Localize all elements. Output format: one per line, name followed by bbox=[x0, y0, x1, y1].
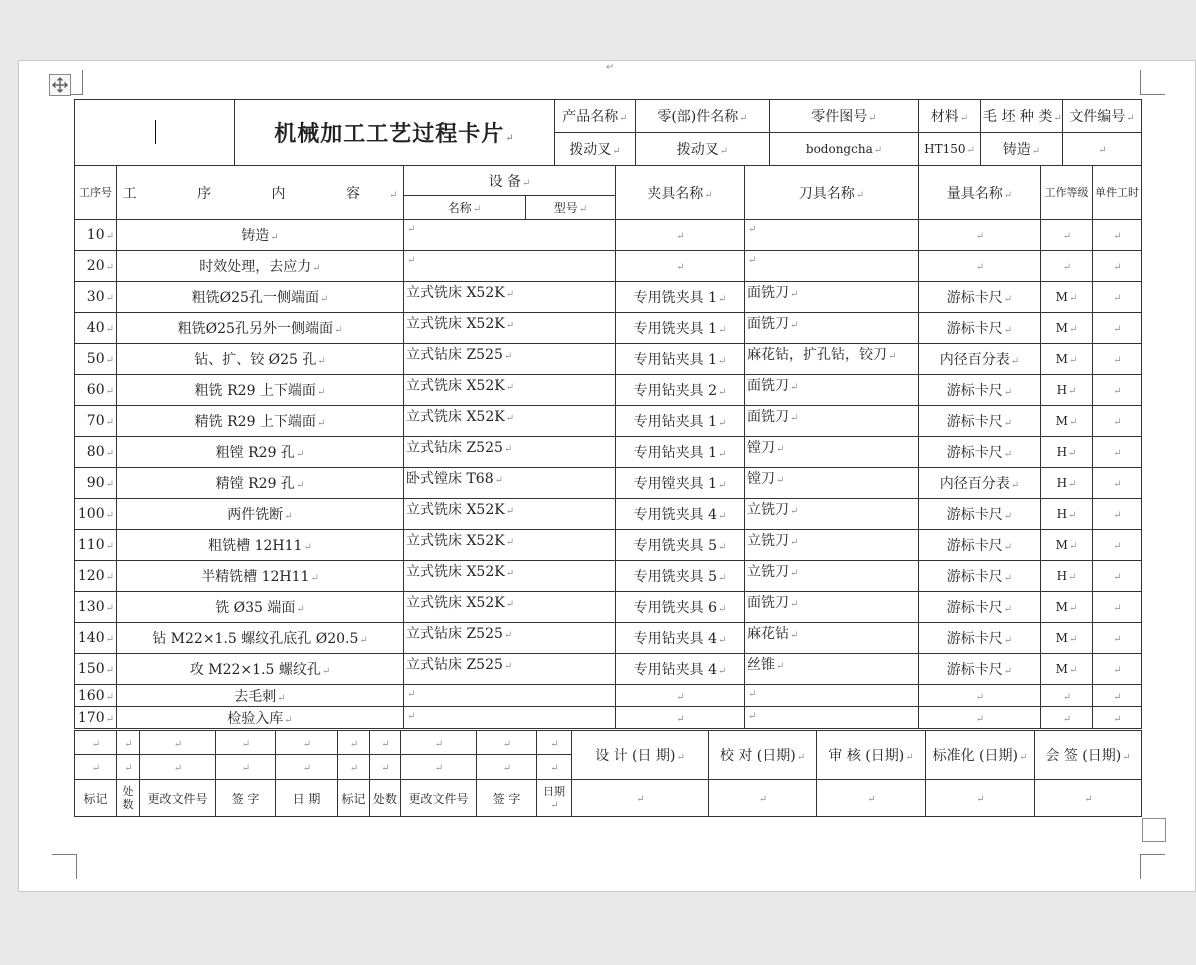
drawing-no-label: 零件图号 ↵ bbox=[770, 100, 919, 133]
op-grade-cell[interactable] bbox=[1041, 251, 1093, 282]
op-fixture-cell[interactable] bbox=[616, 220, 745, 251]
op-tool-cell[interactable]: 镗刀 ↵ bbox=[745, 468, 919, 499]
op-fixture-cell[interactable]: 专用钻夹具 4 ↵ bbox=[616, 654, 745, 685]
col-tool: 刀具名称 ↵ bbox=[745, 166, 919, 220]
op-fixture-cell[interactable]: 专用钻夹具 2 ↵ bbox=[616, 375, 745, 406]
change-cell[interactable] bbox=[276, 731, 338, 755]
op-time-cell[interactable] bbox=[1093, 282, 1142, 313]
op-gauge-cell[interactable]: 游标卡尺 ↵ bbox=[919, 561, 1041, 592]
op-tool-cell[interactable]: 丝锥 ↵ bbox=[745, 654, 919, 685]
table-row bbox=[75, 220, 1142, 251]
table-row bbox=[75, 654, 1142, 685]
col-equip-model: 型号 ↵ bbox=[526, 196, 616, 220]
op-content-cell[interactable]: 粗镗 R29 孔 ↵ bbox=[117, 437, 404, 468]
doc-no-label: 文件编号 ↵ bbox=[1063, 100, 1142, 133]
footer-label-sign-2: 签 字 bbox=[477, 780, 537, 817]
table-row bbox=[75, 406, 1142, 437]
table-row bbox=[75, 561, 1142, 592]
op-time-cell[interactable] bbox=[1093, 561, 1142, 592]
op-gauge-cell[interactable]: 游标卡尺 ↵ bbox=[919, 530, 1041, 561]
op-tool-cell[interactable]: 面铣刀 ↵ bbox=[745, 282, 919, 313]
drawing-no-value[interactable]: bodongcha ↵ bbox=[770, 133, 919, 166]
col-op-no: 工序号 bbox=[75, 166, 117, 220]
op-gauge-cell[interactable] bbox=[919, 685, 1041, 707]
col-gauge: 量具名称 ↵ bbox=[919, 166, 1041, 220]
op-tool-cell[interactable]: 面铣刀 ↵ bbox=[745, 375, 919, 406]
approval-check-value[interactable] bbox=[709, 780, 817, 817]
op-tool-cell[interactable] bbox=[745, 251, 919, 282]
change-cell[interactable] bbox=[276, 755, 338, 780]
op-no-cell[interactable]: 130 ↵ bbox=[75, 592, 117, 623]
footer-label-date: 日 期 bbox=[276, 780, 338, 817]
change-cell[interactable] bbox=[216, 755, 276, 780]
op-grade-cell[interactable] bbox=[1041, 220, 1093, 251]
op-tool-cell[interactable]: 面铣刀 ↵ bbox=[745, 406, 919, 437]
op-fixture-cell[interactable]: 专用钻夹具 1 ↵ bbox=[616, 406, 745, 437]
footer-label-date-2: 日期 ↵ bbox=[537, 780, 572, 817]
op-no-cell[interactable]: 70 ↵ bbox=[75, 406, 117, 437]
op-fixture-cell[interactable]: 专用铣夹具 5 ↵ bbox=[616, 561, 745, 592]
table-row bbox=[75, 251, 1142, 282]
footer-label-mark: 标记 bbox=[75, 780, 117, 817]
col-op-content-label: 工 序 内 容 bbox=[122, 185, 388, 202]
material-label: 材料 ↵ bbox=[919, 100, 981, 133]
footer-label-count: 处数 bbox=[117, 780, 140, 817]
op-tool-cell[interactable]: 立铣刀 ↵ bbox=[745, 530, 919, 561]
approval-standard-label: 标准化 (日期) ↵ bbox=[926, 731, 1035, 780]
op-content-cell[interactable]: 粗铣槽 12H11 ↵ bbox=[117, 530, 404, 561]
op-no-cell[interactable]: 60 ↵ bbox=[75, 375, 117, 406]
col-equipment: 设 备 ↵ bbox=[404, 166, 616, 196]
op-equipment-cell[interactable]: 立式铣床 X52K ↵ bbox=[404, 375, 616, 406]
op-content-cell[interactable]: 时效处理，去应力 ↵ bbox=[117, 251, 404, 282]
op-fixture-cell[interactable]: 专用钻夹具 1 ↵ bbox=[616, 344, 745, 375]
op-no-cell[interactable]: 140 ↵ bbox=[75, 623, 117, 654]
op-content-cell[interactable]: 铸造 ↵ bbox=[117, 220, 404, 251]
op-fixture-cell[interactable] bbox=[616, 251, 745, 282]
op-grade-cell[interactable]: M ↵ bbox=[1041, 406, 1093, 437]
footer-label-mark-2: 标记 bbox=[338, 780, 370, 817]
op-time-cell[interactable] bbox=[1093, 654, 1142, 685]
op-gauge-cell[interactable]: 内径百分表 ↵ bbox=[919, 468, 1041, 499]
crop-mark-bottom-right bbox=[1140, 854, 1165, 879]
op-no-cell[interactable]: 160 ↵ bbox=[75, 685, 117, 707]
approval-design-label: 设 计 (日 期) ↵ bbox=[572, 731, 709, 780]
approval-review-label: 审 核 (日期) ↵ bbox=[817, 731, 926, 780]
op-no-cell[interactable]: 150 ↵ bbox=[75, 654, 117, 685]
op-equipment-cell[interactable] bbox=[404, 220, 616, 251]
op-gauge-cell[interactable] bbox=[919, 251, 1041, 282]
op-content-cell[interactable]: 铣 Ø35 端面 ↵ bbox=[117, 592, 404, 623]
op-grade-cell[interactable]: H ↵ bbox=[1041, 375, 1093, 406]
table-row bbox=[75, 707, 1142, 729]
op-equipment-cell[interactable]: 立式铣床 X52K ↵ bbox=[404, 313, 616, 344]
change-cell[interactable] bbox=[370, 755, 401, 780]
table-row bbox=[75, 592, 1142, 623]
op-equipment-cell[interactable]: 立式钻床 Z525 ↵ bbox=[404, 623, 616, 654]
op-content-cell[interactable]: 检验入库 ↵ bbox=[117, 707, 404, 729]
paragraph-mark-icon: ↵ bbox=[606, 62, 615, 73]
op-equipment-cell[interactable]: 立式钻床 Z525 ↵ bbox=[404, 344, 616, 375]
table-row bbox=[75, 437, 1142, 468]
op-time-cell[interactable] bbox=[1093, 344, 1142, 375]
table-move-handle-icon[interactable] bbox=[49, 74, 71, 96]
table-row bbox=[75, 530, 1142, 561]
op-equipment-cell[interactable]: 立式钻床 Z525 ↵ bbox=[404, 437, 616, 468]
approval-standard-value[interactable] bbox=[926, 780, 1035, 817]
col-grade: 工作等级 bbox=[1041, 166, 1093, 220]
op-equipment-cell[interactable] bbox=[404, 707, 616, 729]
op-gauge-cell[interactable] bbox=[919, 707, 1041, 729]
change-cell[interactable] bbox=[140, 755, 216, 780]
blank-type-label: 毛 坯 种 类 ↵ bbox=[981, 100, 1063, 133]
operations-body bbox=[75, 220, 1142, 729]
op-no-cell[interactable]: 100 ↵ bbox=[75, 499, 117, 530]
col-unit-time: 单件工时 bbox=[1093, 166, 1142, 220]
op-time-cell[interactable] bbox=[1093, 707, 1142, 729]
op-tool-cell[interactable]: 镗刀 ↵ bbox=[745, 437, 919, 468]
change-cell[interactable] bbox=[537, 731, 572, 755]
change-cell[interactable] bbox=[338, 731, 370, 755]
op-gauge-cell[interactable]: 游标卡尺 ↵ bbox=[919, 654, 1041, 685]
op-tool-cell[interactable]: 麻花钻，扩孔钻，铰刀 ↵ bbox=[745, 344, 919, 375]
op-tool-cell[interactable]: 面铣刀 ↵ bbox=[745, 313, 919, 344]
change-cell[interactable] bbox=[401, 755, 477, 780]
op-content-cell[interactable]: 去毛刺 ↵ bbox=[117, 685, 404, 707]
op-time-cell[interactable] bbox=[1093, 251, 1142, 282]
col-equip-name: 名称 ↵ bbox=[404, 196, 526, 220]
change-cell[interactable] bbox=[75, 755, 117, 780]
op-gauge-cell[interactable]: 游标卡尺 ↵ bbox=[919, 375, 1041, 406]
op-fixture-cell[interactable] bbox=[616, 685, 745, 707]
part-name-value[interactable]: 拨动叉 ↵ bbox=[636, 133, 770, 166]
change-cell[interactable] bbox=[537, 755, 572, 780]
op-fixture-cell[interactable] bbox=[616, 707, 745, 729]
op-gauge-cell[interactable]: 游标卡尺 ↵ bbox=[919, 406, 1041, 437]
product-name-value[interactable]: 拨动叉 ↵ bbox=[555, 133, 636, 166]
footer-label-change-doc: 更改文件号 bbox=[140, 780, 216, 817]
op-gauge-cell[interactable]: 游标卡尺 ↵ bbox=[919, 282, 1041, 313]
approval-check-label: 校 对 (日期) ↵ bbox=[709, 731, 817, 780]
op-grade-cell[interactable]: H ↵ bbox=[1041, 437, 1093, 468]
op-grade-cell[interactable] bbox=[1041, 707, 1093, 729]
op-no-cell[interactable]: 40 ↵ bbox=[75, 313, 117, 344]
op-fixture-cell[interactable]: 专用铣夹具 4 ↵ bbox=[616, 499, 745, 530]
op-equipment-cell[interactable]: 卧式镗床 T68 ↵ bbox=[404, 468, 616, 499]
op-gauge-cell[interactable]: 游标卡尺 ↵ bbox=[919, 313, 1041, 344]
op-tool-cell[interactable] bbox=[745, 685, 919, 707]
change-cell[interactable] bbox=[477, 731, 537, 755]
op-time-cell[interactable] bbox=[1093, 592, 1142, 623]
part-name-label: 零(部)件名称 ↵ bbox=[636, 100, 770, 133]
table-row bbox=[75, 623, 1142, 654]
col-fixture: 夹具名称 ↵ bbox=[616, 166, 745, 220]
op-gauge-cell[interactable]: 游标卡尺 ↵ bbox=[919, 499, 1041, 530]
operations-table bbox=[74, 165, 1142, 729]
op-grade-cell[interactable] bbox=[1041, 685, 1093, 707]
op-grade-cell[interactable]: M ↵ bbox=[1041, 344, 1093, 375]
op-content-cell[interactable]: 钻 M22×1.5 螺纹孔底孔 Ø20.5 ↵ bbox=[117, 623, 404, 654]
op-time-cell[interactable] bbox=[1093, 499, 1142, 530]
op-grade-cell[interactable]: M ↵ bbox=[1041, 654, 1093, 685]
op-equipment-cell[interactable]: 立式铣床 X52K ↵ bbox=[404, 499, 616, 530]
change-cell[interactable] bbox=[477, 755, 537, 780]
footer-label-count-2: 处数 bbox=[370, 780, 401, 817]
change-cell[interactable] bbox=[370, 731, 401, 755]
approval-countersign-label: 会 签 (日期) ↵ bbox=[1035, 731, 1142, 780]
blank-type-value[interactable]: 铸造 ↵ bbox=[981, 133, 1063, 166]
footer-label-change-doc-2: 更改文件号 bbox=[401, 780, 477, 817]
op-no-cell[interactable]: 90 ↵ bbox=[75, 468, 117, 499]
material-value[interactable]: HT150 ↵ bbox=[919, 133, 981, 166]
table-row bbox=[75, 375, 1142, 406]
op-equipment-cell[interactable] bbox=[404, 685, 616, 707]
op-content-cell[interactable]: 两件铣断 ↵ bbox=[117, 499, 404, 530]
op-no-cell[interactable]: 120 ↵ bbox=[75, 561, 117, 592]
approval-review-value[interactable] bbox=[817, 780, 926, 817]
op-equipment-cell[interactable]: 立式铣床 X52K ↵ bbox=[404, 530, 616, 561]
op-grade-cell[interactable]: H ↵ bbox=[1041, 499, 1093, 530]
op-no-cell[interactable]: 170 ↵ bbox=[75, 707, 117, 729]
col-op-content bbox=[117, 166, 404, 220]
text-cursor bbox=[155, 120, 156, 144]
crop-mark-top-right bbox=[1140, 70, 1165, 95]
op-grade-cell[interactable]: H ↵ bbox=[1041, 468, 1093, 499]
op-no-cell[interactable]: 50 ↵ bbox=[75, 344, 117, 375]
crop-mark-bottom-left bbox=[52, 854, 77, 879]
approval-countersign-value[interactable] bbox=[1035, 780, 1142, 817]
op-gauge-cell[interactable]: 游标卡尺 ↵ bbox=[919, 437, 1041, 468]
product-name-label: 产品名称 ↵ bbox=[555, 100, 636, 133]
change-cell[interactable] bbox=[140, 731, 216, 755]
op-content-cell[interactable]: 精铣 R29 上下端面 ↵ bbox=[117, 406, 404, 437]
op-gauge-cell[interactable]: 游标卡尺 ↵ bbox=[919, 592, 1041, 623]
table-row bbox=[75, 313, 1142, 344]
table-row bbox=[75, 685, 1142, 707]
op-content-cell[interactable]: 粗铣Ø25孔一侧端面 ↵ bbox=[117, 282, 404, 313]
op-tool-cell[interactable]: 麻花钻 ↵ bbox=[745, 623, 919, 654]
op-time-cell[interactable] bbox=[1093, 406, 1142, 437]
op-time-cell[interactable] bbox=[1093, 623, 1142, 654]
op-grade-cell[interactable]: M ↵ bbox=[1041, 530, 1093, 561]
op-no-cell[interactable]: 30 ↵ bbox=[75, 282, 117, 313]
op-fixture-cell[interactable]: 专用钻夹具 1 ↵ bbox=[616, 437, 745, 468]
op-grade-cell[interactable]: M ↵ bbox=[1041, 592, 1093, 623]
signoff-table bbox=[74, 730, 1142, 817]
op-time-cell[interactable] bbox=[1093, 220, 1142, 251]
op-fixture-cell[interactable]: 专用铣夹具 5 ↵ bbox=[616, 530, 745, 561]
table-row bbox=[75, 344, 1142, 375]
table-resize-handle-icon[interactable] bbox=[1142, 818, 1166, 842]
op-tool-cell[interactable] bbox=[745, 707, 919, 729]
op-fixture-cell[interactable]: 专用铣夹具 1 ↵ bbox=[616, 313, 745, 344]
op-no-cell[interactable]: 10 ↵ bbox=[75, 220, 117, 251]
op-time-cell[interactable] bbox=[1093, 468, 1142, 499]
change-cell[interactable] bbox=[117, 755, 140, 780]
op-content-cell[interactable]: 精镗 R29 孔 ↵ bbox=[117, 468, 404, 499]
op-no-cell[interactable]: 110 ↵ bbox=[75, 530, 117, 561]
op-time-cell[interactable] bbox=[1093, 530, 1142, 561]
op-no-cell[interactable]: 80 ↵ bbox=[75, 437, 117, 468]
op-content-cell[interactable]: 钻、扩、铰 Ø25 孔 ↵ bbox=[117, 344, 404, 375]
op-grade-cell[interactable]: M ↵ bbox=[1041, 282, 1093, 313]
op-tool-cell[interactable]: 面铣刀 ↵ bbox=[745, 592, 919, 623]
change-cell[interactable] bbox=[401, 731, 477, 755]
approval-design-value[interactable] bbox=[572, 780, 709, 817]
op-fixture-cell[interactable]: 专用钻夹具 4 ↵ bbox=[616, 623, 745, 654]
op-fixture-cell[interactable]: 专用铣夹具 6 ↵ bbox=[616, 592, 745, 623]
op-time-cell[interactable] bbox=[1093, 437, 1142, 468]
footer-label-sign: 签 字 bbox=[216, 780, 276, 817]
op-equipment-cell[interactable]: 立式铣床 X52K ↵ bbox=[404, 406, 616, 437]
op-fixture-cell[interactable]: 专用镗夹具 1 ↵ bbox=[616, 468, 745, 499]
op-content-cell[interactable]: 粗铣 R29 上下端面 ↵ bbox=[117, 375, 404, 406]
op-tool-cell[interactable]: 立铣刀 ↵ bbox=[745, 499, 919, 530]
op-grade-cell[interactable]: M ↵ bbox=[1041, 623, 1093, 654]
op-time-cell[interactable] bbox=[1093, 685, 1142, 707]
op-no-cell[interactable]: 20 ↵ bbox=[75, 251, 117, 282]
op-fixture-cell[interactable]: 专用铣夹具 1 ↵ bbox=[616, 282, 745, 313]
op-equipment-cell[interactable]: 立式钻床 Z525 ↵ bbox=[404, 654, 616, 685]
op-tool-cell[interactable] bbox=[745, 220, 919, 251]
op-content-cell[interactable]: 粗铣Ø25孔另外一侧端面 ↵ bbox=[117, 313, 404, 344]
op-grade-cell[interactable]: H ↵ bbox=[1041, 561, 1093, 592]
change-cell[interactable] bbox=[117, 731, 140, 755]
op-gauge-cell[interactable] bbox=[919, 220, 1041, 251]
table-row bbox=[75, 499, 1142, 530]
op-content-cell[interactable]: 攻 M22×1.5 螺纹孔 ↵ bbox=[117, 654, 404, 685]
op-gauge-cell[interactable]: 内径百分表 ↵ bbox=[919, 344, 1041, 375]
table-row bbox=[75, 282, 1142, 313]
op-equipment-cell[interactable]: 立式铣床 X52K ↵ bbox=[404, 282, 616, 313]
change-cell[interactable] bbox=[75, 731, 117, 755]
op-content-cell[interactable]: 半精铣槽 12H11 ↵ bbox=[117, 561, 404, 592]
change-cell[interactable] bbox=[338, 755, 370, 780]
op-equipment-cell[interactable]: 立式铣床 X52K ↵ bbox=[404, 592, 616, 623]
op-tool-cell[interactable]: 立铣刀 ↵ bbox=[745, 561, 919, 592]
op-time-cell[interactable] bbox=[1093, 375, 1142, 406]
table-row bbox=[75, 468, 1142, 499]
op-grade-cell[interactable]: M ↵ bbox=[1041, 313, 1093, 344]
op-gauge-cell[interactable]: 游标卡尺 ↵ bbox=[919, 623, 1041, 654]
change-cell[interactable] bbox=[216, 731, 276, 755]
op-time-cell[interactable] bbox=[1093, 313, 1142, 344]
card-header-table bbox=[74, 99, 1142, 166]
doc-no-value[interactable] bbox=[1063, 133, 1142, 166]
card-title: 机械加工工艺过程卡片 ↵ bbox=[235, 100, 555, 166]
op-equipment-cell[interactable] bbox=[404, 251, 616, 282]
op-equipment-cell[interactable]: 立式铣床 X52K ↵ bbox=[404, 561, 616, 592]
